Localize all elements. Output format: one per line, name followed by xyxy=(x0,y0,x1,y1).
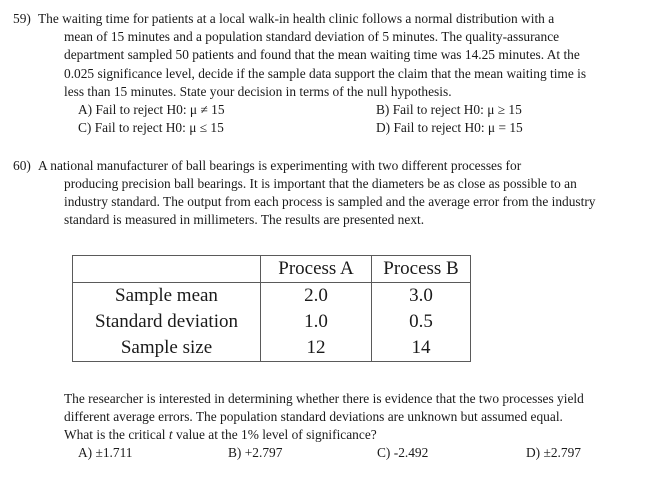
table-row-label: Sample mean xyxy=(73,283,261,310)
answer-option-a[interactable]: A) Fail to reject H0: μ ≠ 15 xyxy=(78,102,225,117)
table-cell: 12 xyxy=(261,335,372,362)
question-text-line: mean of 15 minutes and a population standard deviation of 5 minutes. The quality-assurance xyxy=(64,29,560,44)
answer-option-b[interactable]: B) +2.797 xyxy=(228,445,283,460)
table-row xyxy=(73,335,471,362)
table-row-label: Standard deviation xyxy=(73,309,261,335)
table-corner-cell xyxy=(73,256,261,283)
table-header-cell: Process A xyxy=(261,256,372,283)
question-text-line: producing precision ball bearings. It is important that the diameters be as close as possible to an xyxy=(64,176,577,191)
answer-option-c[interactable]: C) -2.492 xyxy=(377,445,429,460)
question-text-line: different average errors. The population standard deviations are unknown but assumed equal. xyxy=(64,409,563,424)
table-cell: 1.0 xyxy=(261,309,372,335)
question-text-line: 0.025 significance level, decide if the sample data support the claim that the mean waiting time is xyxy=(64,66,587,81)
table-row-label: Sample size xyxy=(73,335,261,362)
answer-option-b[interactable]: B) Fail to reject H0: μ ≥ 15 xyxy=(376,102,522,117)
answer-option-c[interactable]: C) Fail to reject H0: μ ≤ 15 xyxy=(78,120,224,135)
process-comparison-table xyxy=(72,255,471,362)
question-text-line: less than 15 minutes. State your decision in terms of the null hypothesis. xyxy=(64,84,452,99)
question-text-line: The researcher is interested in determining whether there is evidence that the two processes yield xyxy=(64,391,584,406)
table-cell: 0.5 xyxy=(372,309,471,335)
question-text-line: industry standard. The output from each process is sampled and the average error from the industry xyxy=(64,194,596,209)
question-text-line: standard is measured in millimeters. The results are presented next. xyxy=(64,212,425,227)
question-number: 60) xyxy=(13,158,31,173)
table-cell: 14 xyxy=(372,335,471,362)
answer-option-a[interactable]: A) ±1.711 xyxy=(78,445,133,460)
answer-option-d[interactable]: D) Fail to reject H0: μ = 15 xyxy=(376,120,523,135)
question-prompt: What is the critical t value at the 1% level of significance? xyxy=(64,427,377,442)
table-row xyxy=(73,309,471,335)
question-text-line: The waiting time for patients at a local walk-in health clinic follows a normal distribution with a xyxy=(38,11,555,26)
table-cell: 3.0 xyxy=(372,283,471,310)
table-cell: 2.0 xyxy=(261,283,372,310)
table-row xyxy=(73,283,471,310)
table-header-cell: Process B xyxy=(372,256,471,283)
answer-option-d[interactable]: D) ±2.797 xyxy=(526,445,581,460)
question-text-line: A national manufacturer of ball bearings is experimenting with two different processes for xyxy=(38,158,522,173)
question-number: 59) xyxy=(13,11,31,26)
question-text-line: department sampled 50 patients and found that the mean waiting time was 14.25 minutes. At the xyxy=(64,47,580,62)
table-header-row xyxy=(73,256,471,283)
